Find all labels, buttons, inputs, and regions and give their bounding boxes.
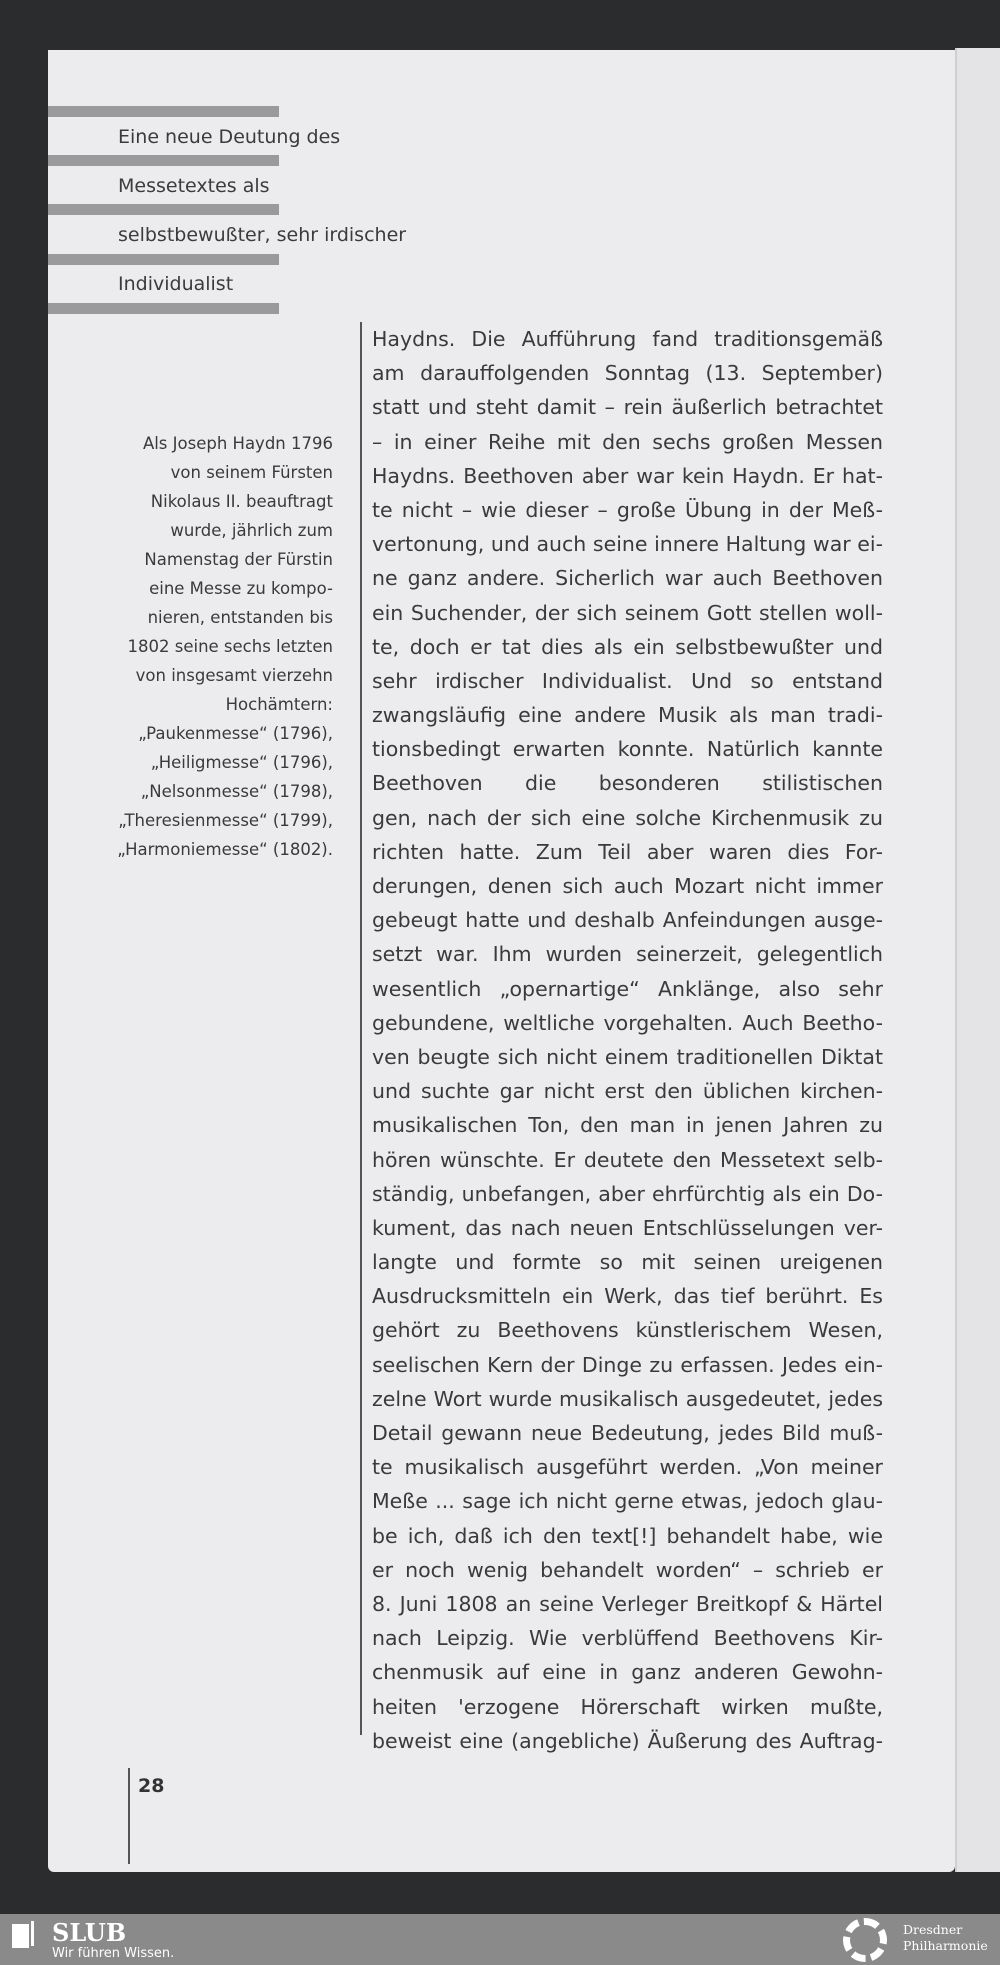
sidebar-line: von seinem Fürsten (170, 463, 333, 482)
body-line: nach Leipzig. Wie verblüffend Beethovens Kir- (372, 1626, 883, 1651)
sidebar-line: wurde, jährlich zum (170, 521, 333, 540)
sidebar-line: von insgesamt vierzehn (135, 666, 333, 685)
heading-line: Messetextes als (118, 175, 270, 197)
sidebar-line: „Theresienmesse“ (1799), (118, 811, 333, 830)
sidebar-line: „Harmoniemesse“ (1802). (117, 840, 333, 859)
slub-slogan: Wir führen Wissen. (52, 1946, 175, 1961)
heading-line: Individualist (118, 273, 234, 295)
sidebar-line: Nikolaus II. beauftragt (150, 492, 333, 511)
body-line: be ich, daß ich den text[!] behandelt habe, wie (372, 1523, 883, 1548)
body-line: tionsbedingt erwarten konnte. Natürlich kannte (372, 737, 883, 762)
body-line: ständig, unbefangen, aber ehrfürchtig als ein Do- (372, 1181, 883, 1206)
page-number-rule (128, 1768, 130, 1864)
body-line: gebeugt hatte und deshalb Anfeindungen ausge- (372, 908, 883, 933)
sidebar-line: nieren, entstanden bis (147, 608, 333, 627)
sidebar-note (73, 429, 333, 864)
body-line: richten hatte. Zum Teil aber waren dies For- (372, 839, 883, 864)
philharmonie-logo[interactable] (903, 1922, 988, 1954)
body-line: und suchte gar nicht erst den üblichen kirchen- (372, 1079, 883, 1104)
sidebar-line: „Nelsonmesse“ (1798), (140, 782, 333, 801)
body-text (372, 322, 883, 1758)
column-divider (360, 322, 362, 1735)
body-line: – in einer Reihe mit den sechs großen Messen (372, 429, 883, 454)
body-line: Haydns. Beethoven aber war kein Haydn. Er hat- (372, 463, 883, 488)
adjacent-page-edge (955, 48, 1000, 1872)
body-line: musikalischen Ton, den man in jenen Jahren zu (372, 1113, 883, 1138)
body-line: gen, nach der sich eine solche Kirchenmusik zu (372, 805, 883, 830)
body-line: te, doch er tat dies als ein selbstbewußter und (372, 634, 883, 659)
body-line: statt und steht damit – rein äußerlich betrachtet (372, 395, 883, 420)
page-number: 28 (138, 1775, 165, 1797)
body-line: setzt war. Ihm wurden seinerzeit, gelegentlich (372, 942, 883, 967)
body-line: heiten 'erzogene Hörerschaft wirken mußte, (372, 1694, 883, 1719)
heading-line: Eine neue Deutung des (118, 126, 341, 148)
body-line: 8. Juni 1808 an seine Verleger Breitkopf & Härtel (372, 1591, 883, 1616)
body-line: ein Suchender, der sich seinem Gott stellen woll- (372, 600, 883, 625)
body-line: langte und formte so mit seinen ureigenen (372, 1250, 883, 1275)
philharmonie-logo-line: Dresdner (903, 1922, 963, 1937)
heading-rule (48, 155, 279, 166)
heading-rule (48, 303, 279, 314)
body-line: er noch wenig behandelt worden“ – schrieb er (372, 1557, 883, 1582)
body-line: wesentlich „opernartige“ Anklänge, also sehr (372, 976, 883, 1001)
body-line: Haydns. Die Aufführung fand traditionsgemäß (372, 327, 883, 351)
heading-line: selbstbewußter, sehr irdischer (118, 224, 407, 246)
book-icon (12, 1924, 29, 1948)
body-line: te musikalisch ausgeführt werden. „Von meiner (372, 1455, 883, 1480)
sidebar-line: „Paukenmesse“ (1796), (138, 724, 333, 743)
body-line: sehr irdischer Individualist. Und so entstand (372, 668, 883, 693)
body-line: beweist eine (angebliche) Äußerung des Auftrag- (372, 1728, 883, 1753)
body-line: Ausdrucksmitteln ein Werk, das tief berührt. Es (372, 1284, 883, 1309)
body-line: Detail gewann neue Bedeutung, jedes Bild muß- (372, 1421, 883, 1445)
body-line: Meße ... sage ich nicht gerne etwas, jedoch glau- (372, 1489, 883, 1514)
sidebar-line: 1802 seine sechs letzten (127, 637, 333, 656)
body-line: kument, das nach neuen Entschlüsselungen ver- (372, 1215, 883, 1240)
body-line: gehört zu Beethovens künstlerischem Wesen, (372, 1318, 883, 1343)
body-line: ven beugte sich nicht einem traditionellen Diktat (372, 1044, 883, 1069)
slub-logo[interactable]: SLUB (52, 1918, 127, 1947)
body-line: zelne Wort wurde musikalisch ausgedeutet, jedes (372, 1386, 883, 1411)
sidebar-line: Namenstag der Fürstin (144, 550, 333, 569)
body-line: Beethoven die besonderen stilistischen (372, 771, 883, 796)
body-line: derungen, denen sich auch Mozart nicht immer (372, 874, 883, 898)
body-line: seelischen Kern der Dinge zu erfassen. Jedes ein- (372, 1352, 883, 1377)
philharmonie-sun-icon (843, 1918, 887, 1962)
sidebar-line: „Heiligmesse“ (1796), (150, 753, 333, 772)
philharmonie-logo-line: Philharmonie (903, 1938, 988, 1953)
heading-rule (48, 204, 279, 215)
body-line: ne ganz andere. Sicherlich war auch Beethoven (372, 566, 883, 591)
heading-rule (48, 254, 279, 265)
body-line: am darauffolgenden Sonntag (13. September) (372, 361, 883, 386)
body-line: hören wünschte. Er deutete den Messetext selb- (372, 1147, 883, 1172)
heading-rule (48, 106, 279, 117)
footer-bar (0, 1914, 1000, 1965)
sidebar-line: Hochämtern: (225, 695, 333, 714)
sidebar-line: eine Messe zu kompo- (149, 579, 333, 598)
sidebar-line: Als Joseph Haydn 1796 (142, 434, 333, 453)
body-line: te nicht – wie dieser – große Übung in der Meß- (372, 497, 883, 522)
body-line: vertonung, und auch seine innere Haltung war ei- (372, 532, 883, 557)
body-line: zwangsläufig eine andere Musik als man tradi- (372, 703, 883, 728)
body-line: gebundene, weltliche vorgehalten. Auch Beetho- (372, 1010, 883, 1035)
body-line: chenmusik auf eine in ganz anderen Gewohn- (372, 1660, 883, 1685)
